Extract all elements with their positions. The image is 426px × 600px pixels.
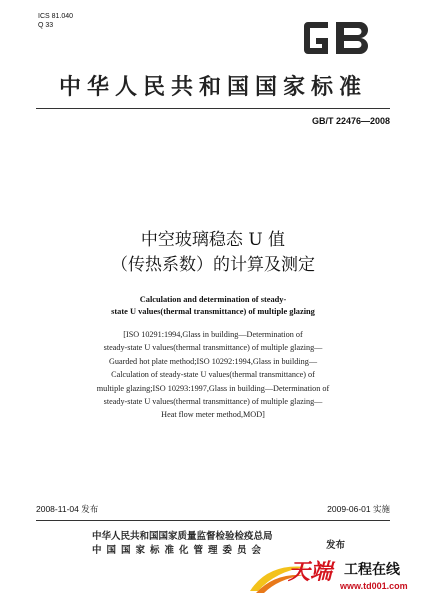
issuer-line-1: 中华人民共和国国家质量监督检验检疫总局	[92, 531, 273, 542]
equivalence-line: steady-state U values(thermal transmittance) of multiple glazing—	[103, 343, 323, 353]
title-english	[0, 294, 426, 318]
implementation-date: 2009-06-01 实施	[327, 504, 390, 514]
issuing-authorities	[92, 530, 273, 558]
standard-name: 中华人民共和国国家标准	[58, 74, 367, 100]
title-en-line-2: state U values(thermal transmittance) of multiple glazing	[111, 307, 315, 316]
iso-equivalence	[30, 328, 396, 422]
ics-classification	[38, 12, 73, 30]
title-cn-line-1: 中空玻璃稳态 U 值	[140, 230, 286, 250]
standard-number: GB/T 22476—2008	[311, 116, 390, 126]
gb-logo-icon	[298, 14, 378, 62]
top-divider	[36, 108, 390, 109]
site-watermark[interactable]	[248, 553, 426, 600]
ccs-code: Q 33	[38, 22, 54, 29]
watermark-brand: 工程在线	[344, 562, 400, 578]
equivalence-line: [ISO 10291:1994,Glass in building—Determination of	[123, 330, 303, 339]
ics-code: ICS 81.040	[38, 13, 74, 20]
equivalence-line: Heat flow meter method,MOD]	[161, 410, 265, 420]
bottom-divider	[36, 520, 390, 521]
equivalence-line: multiple glazing;ISO 10293:1997,Glass in building—Determination of	[96, 383, 330, 393]
title-chinese	[0, 228, 426, 278]
issuer-line-2: 中国国家标准化管理委员会	[92, 545, 267, 556]
issue-word: 发布	[326, 540, 346, 551]
issue-date: 2008-11-04 发布	[36, 504, 99, 514]
equivalence-line: Guarded hot plate method;ISO 10292:1994,Glass in building—	[108, 356, 318, 366]
watermark-url-link[interactable]: www.td001.com	[340, 581, 408, 591]
title-en-line-1: Calculation and determination of steady-	[139, 295, 287, 304]
equivalence-line: Calculation of steady-state U values(thermal transmittance) of	[111, 370, 315, 380]
watermark-logo-text: 天端	[288, 560, 333, 585]
equivalence-line: steady-state U values(thermal transmittance) of multiple glazing—	[103, 397, 323, 407]
title-cn-line-2: （传热系数）的计算及测定	[111, 255, 315, 275]
